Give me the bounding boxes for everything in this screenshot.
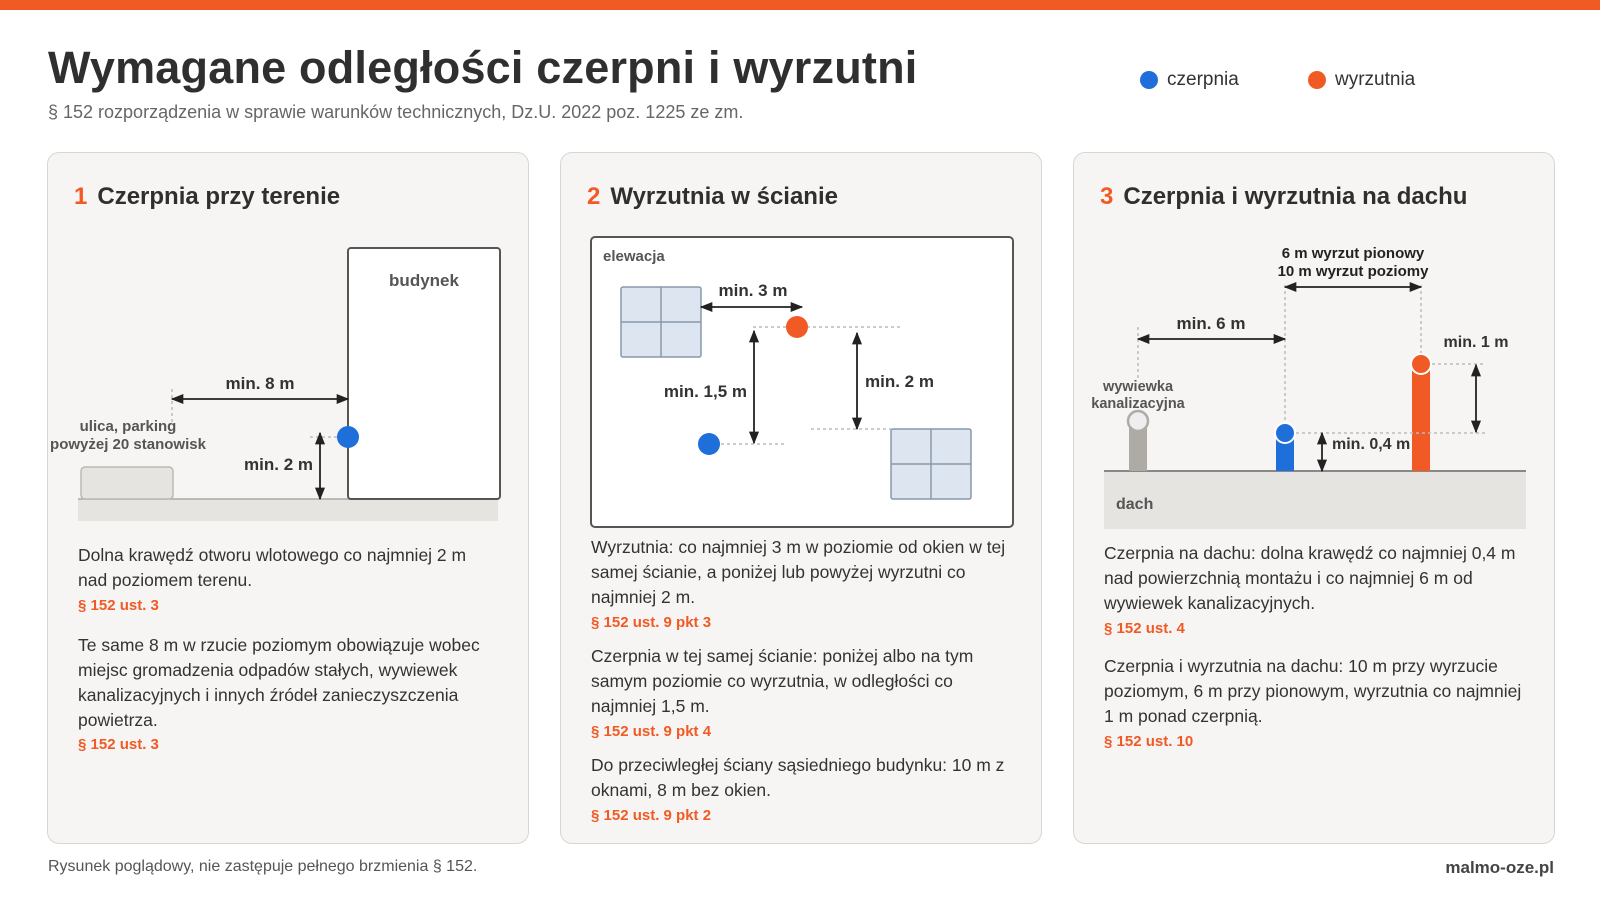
paragraph-3: Do przeciwległej ściany sąsiedniego budynku: 10 m z oknami, 8 m bez okien. xyxy=(591,755,1005,800)
card-number: 2 xyxy=(587,183,601,210)
ref-1: § 152 ust. 4 xyxy=(1104,620,1185,637)
card-title-text: Wyrzutnia w ścianie xyxy=(610,183,838,210)
vent-cap-icon xyxy=(1128,411,1148,431)
ground-strip xyxy=(78,499,498,521)
paragraph-2: Czerpnia i wyrzutnia na dachu: 10 m przy wyrzucie poziomym, 6 m przy pionowym, wyrzutnia co najmniej 1 m ponad czerpnią. xyxy=(1104,656,1522,726)
street-label-1: ulica, parking xyxy=(79,418,177,435)
diagram-exhaust-wall xyxy=(561,153,1043,845)
card-number: 3 xyxy=(1100,183,1114,210)
footer-brand: malmo-oze.pl xyxy=(1445,858,1554,877)
dim-3m-label: min. 3 m xyxy=(718,281,788,300)
exhaust-dot-icon xyxy=(1308,71,1326,89)
intake-dot-icon xyxy=(698,433,720,455)
dim-2m-label: min. 2 m xyxy=(865,372,934,391)
dim-1m-label: min. 1 m xyxy=(1443,334,1509,351)
card-exhaust-wall xyxy=(560,152,1042,844)
paragraph-2: Te same 8 m w rzucie poziomym obowiązuje wobec miejsc gromadzenia odpadów stałych, wywiewek kanalizacyjnych i innych źródeł zanieczyszczenia powietrza. xyxy=(78,635,480,730)
legend-intake xyxy=(1140,68,1239,92)
vent-label-2: kanalizacyjna xyxy=(1091,396,1185,412)
intake-dot-icon xyxy=(337,426,359,448)
roof-block xyxy=(1104,471,1526,529)
ref-3: § 152 ust. 9 pkt 2 xyxy=(591,807,712,824)
paragraph-2: Czerpnia w tej samej ścianie: poniżej albo na tym samym poziomie co wyrzutnia, w odległości co najmniej 1,5 m. xyxy=(591,646,974,716)
ref-2: § 152 ust. 9 pkt 4 xyxy=(591,723,712,740)
ref-2: § 152 ust. 3 xyxy=(78,736,159,753)
card-intake-ground xyxy=(47,152,529,844)
card-title-text: Czerpnia przy terenie xyxy=(97,183,341,210)
elevation-label: elewacja xyxy=(603,248,665,265)
roof-label: dach xyxy=(1116,496,1154,513)
intake-dot-icon xyxy=(1140,71,1158,89)
dim-8m-label: min. 8 m xyxy=(225,374,295,393)
legend-intake-label: czerpnia xyxy=(1167,69,1239,90)
ref-2: § 152 ust. 10 xyxy=(1104,733,1194,750)
dim-2m-label: min. 2 m xyxy=(244,455,313,474)
top-label-2: 10 m wyrzut poziomy xyxy=(1277,263,1429,280)
parking-block xyxy=(81,467,173,499)
footer-note: Rysunek poglądowy, nie zastępuje pełnego brzmienia § 152. xyxy=(48,858,478,875)
legend-exhaust xyxy=(1308,68,1415,92)
street-label-2: powyżej 20 stanowisk xyxy=(50,436,206,453)
card-title-text: Czerpnia i wyrzutnia na dachu xyxy=(1123,183,1468,210)
ref-1: § 152 ust. 9 pkt 3 xyxy=(591,614,712,631)
top-accent-bar xyxy=(0,0,1600,10)
intake-dot-icon xyxy=(1275,423,1295,443)
dim-6m-label: min. 6 m xyxy=(1176,314,1246,333)
page-subtitle: § 152 rozporządzenia w sprawie warunków technicznych, Dz.U. 2022 poz. 1225 ze zm. xyxy=(48,102,744,122)
page-title: Wymagane odległości czerpni i wyrzutni xyxy=(48,42,918,93)
top-label-1: 6 m wyrzut pionowy xyxy=(1281,245,1425,262)
card-number: 1 xyxy=(74,183,88,210)
building-label: budynek xyxy=(389,271,459,290)
exhaust-pipe-icon xyxy=(1412,364,1430,471)
ref-1: § 152 ust. 3 xyxy=(78,597,159,614)
vent-label-1: wywiewka xyxy=(1102,379,1174,395)
dim-0-4m-label: min. 0,4 m xyxy=(1332,436,1411,453)
paragraph-1: Wyrzutnia: co najmniej 3 m w poziomie od okien w tej samej ścianie, a poniżej lub powyżej wyrzutni co najmniej 2 m. xyxy=(591,537,1006,607)
exhaust-dot-icon xyxy=(786,316,808,338)
exhaust-dot-icon xyxy=(1411,354,1431,374)
card-roof xyxy=(1073,152,1555,844)
dim-1-5m-label: min. 1,5 m xyxy=(663,382,747,401)
paragraph-1: Dolna krawędź otworu wlotowego co najmniej 2 m nad poziomem terenu. xyxy=(78,545,467,590)
paragraph-1: Czerpnia na dachu: dolna krawędź co najmniej 0,4 m nad powierzchnią montażu i co najmniej 6 m od wywiewek kanalizacyjnych. xyxy=(1104,543,1516,613)
legend-exhaust-label: wyrzutnia xyxy=(1335,69,1416,90)
